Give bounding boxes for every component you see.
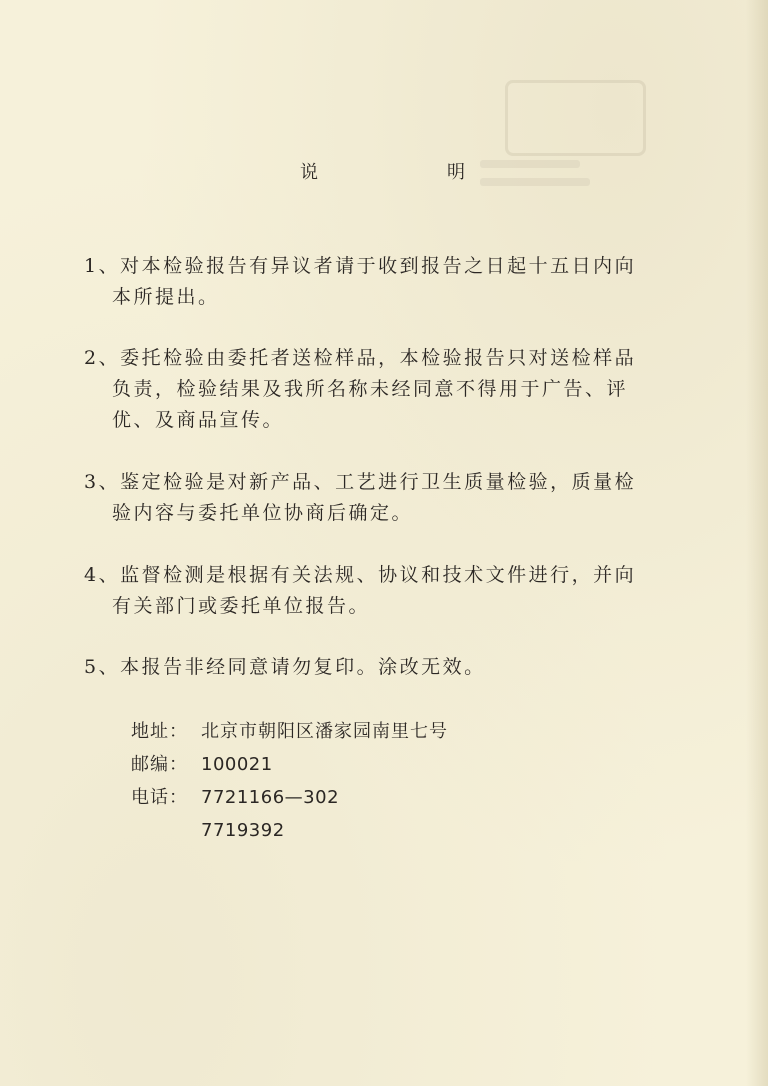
note-item-5 <box>84 652 694 683</box>
address-row <box>131 715 448 748</box>
title-char: 明 <box>447 162 465 183</box>
note-item-2 <box>84 343 694 436</box>
page-title <box>300 158 465 184</box>
note-item-1 <box>84 251 694 313</box>
item-text-continued: 验内容与委托单位协商后确定。 <box>112 502 414 524</box>
postcode-label: 邮编： <box>131 754 188 775</box>
postcode-value: 100021 <box>201 754 273 775</box>
item-number: 4、 <box>84 564 121 586</box>
item-text: 对本检验报告有异议者请于收到报告之日起十五日内向 <box>120 255 637 277</box>
phone-value-1: 7721166—302 <box>201 787 340 808</box>
item-number: 1、 <box>84 255 121 277</box>
item-number: 5、 <box>84 656 121 678</box>
note-item-4 <box>84 560 694 622</box>
item-number: 3、 <box>84 471 121 493</box>
note-item-3 <box>84 467 694 529</box>
title-char: 说 <box>300 162 318 183</box>
item-text-continued: 负责，检验结果及我所名称未经同意不得用于广告、评 <box>112 378 629 400</box>
show-through-mark <box>480 160 580 168</box>
phone-label: 电话： <box>131 787 188 808</box>
postcode-row <box>131 748 448 781</box>
item-text-continued: 有关部门或委托单位报告。 <box>112 595 371 617</box>
item-text-continued: 优、及商品宣传。 <box>112 409 285 431</box>
phone-row-2 <box>131 814 448 847</box>
address-value: 北京市朝阳区潘家园南里七号 <box>201 721 448 742</box>
page-edge-shadow <box>746 0 768 1086</box>
phone-value-2: 7719392 <box>201 820 285 841</box>
item-text-continued: 本所提出。 <box>112 286 220 308</box>
contact-block <box>131 715 448 847</box>
item-text: 监督检测是根据有关法规、协议和技术文件进行，并向 <box>120 564 637 586</box>
item-text: 本报告非经同意请勿复印。涂改无效。 <box>120 656 486 678</box>
show-through-mark <box>480 178 590 186</box>
faint-stamp-mark <box>505 80 646 156</box>
item-text: 鉴定检验是对新产品、工艺进行卫生质量检验，质量检 <box>120 471 637 493</box>
item-text: 委托检验由委托者送检样品，本检验报告只对送检样品 <box>120 347 637 369</box>
item-number: 2、 <box>84 347 121 369</box>
address-label: 地址： <box>131 721 188 742</box>
phone-row <box>131 781 448 814</box>
